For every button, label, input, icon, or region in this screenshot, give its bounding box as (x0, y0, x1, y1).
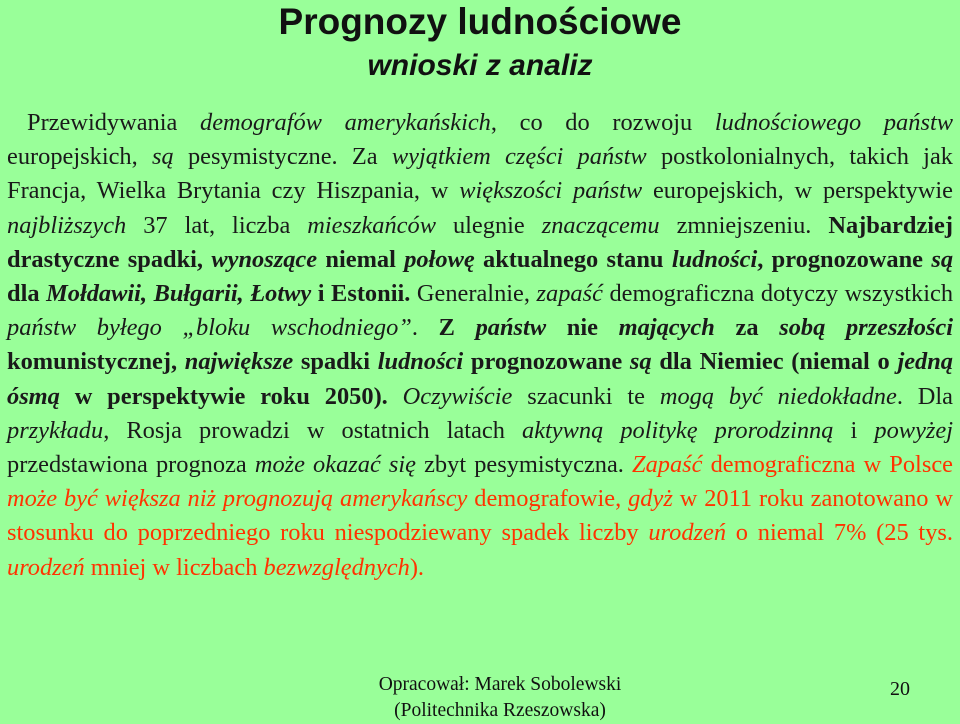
text-run: największe (184, 348, 294, 376)
text-run: ). (409, 553, 425, 581)
text-run: Z (438, 314, 476, 342)
text-run: ludnościowego państw (714, 109, 953, 136)
text-run: o niemal 7% (25 tys. (726, 519, 953, 547)
text-run: demograficzna w Polsce (702, 451, 953, 479)
text-run: demograficzna dotyczy wszystkich (602, 280, 954, 308)
text-run: są (931, 245, 954, 273)
text-run: postkolonialnych, takich jak Francja, Wielka Brytania czy Hiszpania, w (7, 143, 953, 205)
text-run: może okazać się (254, 451, 416, 479)
text-run: jedną ósmą (7, 348, 953, 410)
text-run: przedstawiona prognoza (7, 451, 255, 479)
text-run: zmniejszeniu. (659, 211, 829, 239)
text-run: państw byłego „bloku wschodniego” (7, 314, 412, 342)
text-run: Przewidywania (27, 109, 200, 136)
text-run: ulegnie (435, 211, 542, 239)
footer-author (360, 672, 640, 724)
text-run: znaczącemu (541, 211, 660, 239)
text-run: państw (475, 314, 547, 342)
text-run: dla Niemiec (niemal o (651, 348, 898, 376)
text-run: połowę (404, 245, 475, 273)
text-run: ludności (671, 245, 758, 273)
text-run: Mołdawii, Bułgarii, Łotwy (46, 280, 312, 308)
text-run: są (629, 348, 652, 376)
text-run: urodzeń (648, 519, 727, 547)
text-run: , co do rozwoju (490, 109, 715, 136)
body-paragraph (7, 106, 953, 585)
text-run: mieszkańców (307, 211, 436, 239)
text-run: i (833, 416, 875, 444)
text-run: gdyż (628, 485, 673, 513)
text-run: , Rosja prowadzi w ostatnich latach (103, 416, 522, 444)
text-run: przykładu (7, 416, 104, 444)
slide-title: Prognozy ludnościowe (278, 1, 682, 42)
text-run: aktywną politykę prorodzinną (522, 416, 834, 444)
text-run: ludności (377, 348, 464, 376)
footer-author-line: Opracował: Marek Sobolewski (378, 674, 622, 695)
text-run: komunistycznej, (7, 348, 185, 376)
text-run: . (411, 314, 439, 342)
text-run: zapaść (536, 280, 603, 308)
text-run: aktualnego stanu (474, 245, 672, 273)
text-run: 37 lat, liczba (126, 211, 308, 239)
text-run: , prognozowane (757, 245, 932, 273)
text-run: wyjątkiem części państw (391, 143, 647, 171)
text-run: europejskich, (7, 143, 152, 171)
text-run: dla (7, 280, 47, 308)
text-run: zbyt pesymistyczna. (416, 451, 632, 479)
text-run: mających (618, 314, 715, 342)
text-run: demografów amerykańskich (200, 109, 491, 136)
text-run: wynoszące (211, 245, 318, 273)
text-run: są (152, 143, 174, 171)
slide-subtitle: wnioski z analiz (367, 49, 593, 82)
text-run: może być większa niż prognozują amerykańscy (7, 485, 468, 513)
text-run: mniej w liczbach (84, 553, 264, 581)
text-run: europejskich, w perspektywie (642, 177, 953, 205)
text-run: nie (546, 314, 619, 342)
text-run: . Dla (896, 382, 953, 410)
text-run: prognozowane (463, 348, 630, 376)
text-run: sobą przeszłości (779, 314, 954, 342)
text-run: pesymistyczne. Za (173, 143, 392, 171)
text-run: niemal (317, 245, 405, 273)
text-run: najbliższych (7, 211, 127, 239)
text-run: bezwzględnych (263, 553, 410, 581)
text-run: większości państw (459, 177, 643, 205)
text-run: demografowie, (467, 485, 629, 513)
text-run: Zapaść (632, 451, 703, 479)
text-run: spadki (293, 348, 378, 376)
text-run: Generalnie, (416, 280, 537, 308)
text-run: szacunki te (512, 382, 660, 410)
text-run: i Estonii. (311, 280, 417, 308)
text-run: w 2011 roku zanotowano w stosunku do poprzedniego roku niespodziewany spadek liczby (7, 485, 953, 547)
text-run: Oczywiście (402, 382, 513, 410)
text-run: Najbardziej drastyczne spadki, (7, 211, 953, 273)
page-number: 20 (890, 678, 910, 700)
text-run: powyżej (874, 416, 953, 444)
text-run: w perspektywie roku 2050). (59, 382, 403, 410)
text-run: mogą być niedokładne (659, 382, 897, 410)
text-run: za (714, 314, 780, 342)
footer-affiliation-line: (Politechnika Rzeszowska) (394, 700, 606, 721)
text-run: urodzeń (7, 553, 85, 581)
